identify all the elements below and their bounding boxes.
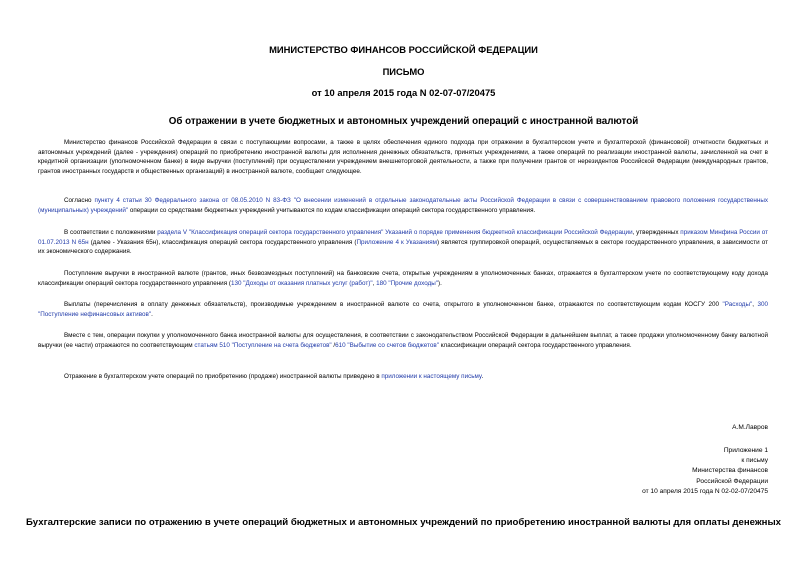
text-span: , утвержденных — [632, 229, 681, 236]
paragraph-revenue — [38, 269, 768, 288]
text-span: Выплаты (перечисления в оплату денежных обязательств), производимые учреждением в иностранной валюте со счета, открытого в уполномоченном банке, отражаются по соответствующим кодам КОСГУ 200 — [64, 301, 723, 308]
appendix-line: Российской Федерации — [696, 477, 768, 485]
text-span: операции со средствами бюджетных учреждений учитываются по кодам классификации операций сектора государственного управления. — [128, 206, 536, 214]
link-code-180[interactable]: 180 "Прочие доходы" — [376, 279, 439, 287]
text-span: Отражение в бухгалтерском учете операций по приобретению (продаже) иностранной валюты приведено в — [64, 373, 382, 380]
link-appendix-4[interactable]: Приложение 4 к Указаниям — [356, 238, 438, 246]
appendix-line: Приложение 1 — [723, 447, 768, 454]
text-span: . — [151, 310, 153, 318]
appendix-line: Министерства финансов — [692, 467, 768, 475]
text-span: Вместе с тем, операции покупки у уполномоченного банка иностранной валюты для осуществления, в соответствии с законодательством Российской Федерации в дальнейшем выплат, а также продажи уполномоченному банку валютной выручки (ее части) отражаются по соответствующим — [38, 332, 768, 349]
paragraph-payments — [38, 300, 768, 319]
paragraph-currency-operations — [38, 331, 768, 350]
appendix-line: к письму — [741, 457, 768, 465]
document-title: Об отражении в учете бюджетных и автономных учреждений операций с иностранной валютой — [168, 116, 639, 127]
text-span: (далее - Указания 65н), классификация операций сектора государственного управления ( — [88, 238, 357, 246]
paragraph-law-reference — [38, 196, 768, 215]
link-section-v[interactable]: раздела V "Классификация операций сектора государственного управления" Указаний о порядке применения бюджетной классификации Российской Федерации — [157, 229, 633, 236]
text-span: , — [752, 301, 758, 308]
link-federal-law-83fz[interactable]: пункту 4 статьи 30 Федерального закона от 08.05.2010 N 83-ФЗ "О внесении изменений в отдельные законодательные акты Российской Федерации в связи с совершенствованием правового положения государственных (муниципальных) учреждений" — [38, 197, 768, 214]
appendix-block — [500, 446, 768, 497]
appendix-title: Бухгалтерские записи по отражению в учете операций бюджетных и автономных учреждений по приобретению иностранной валюты для оплаты денежных — [26, 517, 781, 528]
paragraph-intro: Министерство финансов Российской Федерации в связи с поступающими вопросами, а также в целях обеспечения единого подхода при отражении в бухгалтерском учете и бухгалтерской (финансовой) отчетности бюджетных и автономных учреждений (далее - учреждения) операций по приобретению иностранной валюты для исполнения денежных обязательств, принятых учреждениями, а также операций по реализации иностранной валюты, зачисленной на счет в кредитной организации (уполномоченном банке) в виде выручки (поступлений) при осуществлении учреждением внешнеторговой деятельности, а также при получении грантов от нерезидентов Российской Федерации (международных грантов, грантов иностранных государств и общественных организаций) в иностранной валюте, сообщает следующее. — [38, 139, 768, 175]
text-span: ). — [438, 279, 442, 287]
link-expenses[interactable]: "Расходы" — [722, 301, 753, 308]
text-span: Согласно — [64, 197, 95, 204]
text-span: ) является группировкой операций, осуществляемых в секторе государственного управления, в зависимости от их экономического содержания. — [38, 238, 768, 256]
document-date-number: от 10 апреля 2015 года N 02-07-07/20475 — [311, 87, 496, 98]
link-order-65n[interactable]: приказом Минфина России от 01.07.2013 N 65н — [38, 229, 768, 246]
text-span: . — [481, 373, 484, 380]
paragraph-appendix-reference — [38, 372, 768, 382]
text-span: Поступление выручки в иностранной валюте (грантов, иных безвозмездных поступлений) на банковские счета, открытые учреждениям в уполномоченных банках, отражается в бухгалтерском учете по соответствующему коду дохода классификации операций сектора государственного управления ( — [38, 270, 768, 287]
text-span: классификации операций сектора государственного управления. — [438, 341, 632, 349]
document-type: ПИСЬМО — [382, 66, 425, 77]
signature: А.М.Лавров — [732, 424, 768, 431]
text-span: , — [372, 279, 377, 287]
text-span: В соответствии с положениями — [64, 229, 158, 236]
ministry-heading: МИНИСТЕРСТВО ФИНАНСОВ РОССИЙСКОЙ ФЕДЕРАЦИИ — [269, 44, 538, 55]
link-article-610[interactable]: 610 "Выбытие со счетов бюджетов" — [335, 341, 439, 349]
link-code-130[interactable]: 130 "Доходы от оказания платных услуг (работ)" — [230, 279, 373, 287]
link-article-510[interactable]: статьям 510 "Поступление на счета бюджетов" — [194, 341, 332, 349]
paragraph-classification — [38, 228, 768, 257]
appendix-line: от 10 апреля 2015 года N 02-02-07/20475 — [642, 487, 768, 495]
text-span: / — [331, 341, 336, 349]
link-code-300[interactable]: 300 "Поступление нефинансовых активов" — [38, 301, 768, 318]
link-letter-appendix[interactable]: приложении к настоящему письму — [381, 373, 482, 380]
